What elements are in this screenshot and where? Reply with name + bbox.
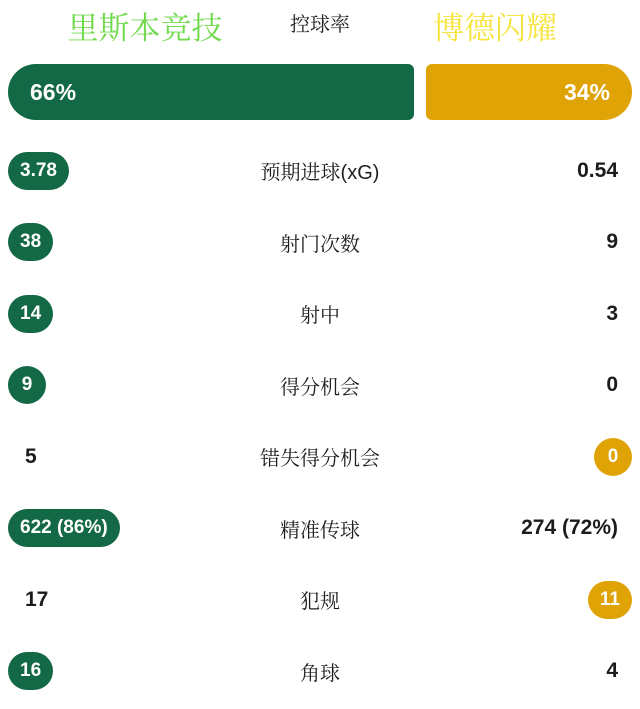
stats-header bbox=[0, 0, 640, 48]
stat-label: 射门次数 bbox=[280, 233, 360, 256]
stat-row-accurate-passes bbox=[0, 493, 640, 565]
away-stat-value: 0 bbox=[606, 373, 618, 397]
home-stat-value: 622 (86%) bbox=[8, 509, 120, 547]
stat-label: 精准传球 bbox=[280, 519, 360, 542]
home-team-name: 里斯本竞技 bbox=[67, 11, 223, 46]
stat-label: 犯规 bbox=[300, 591, 340, 614]
away-stat-value: 3 bbox=[606, 301, 618, 325]
home-stat-value: 14 bbox=[8, 295, 53, 333]
stat-row-fouls bbox=[0, 564, 640, 636]
away-stat-value: 274 (72%) bbox=[521, 516, 618, 540]
possession-bar-home bbox=[8, 64, 414, 120]
away-possession-pct: 34% bbox=[563, 78, 610, 105]
stat-label: 错失得分机会 bbox=[260, 448, 380, 471]
away-stat-value: 4 bbox=[606, 659, 618, 683]
possession-bar-away bbox=[426, 64, 632, 120]
stats-list bbox=[0, 135, 640, 707]
away-stat-value: 0 bbox=[594, 438, 632, 476]
stat-row-shots bbox=[0, 207, 640, 279]
stat-row-xg bbox=[0, 135, 640, 207]
possession-bar bbox=[8, 64, 632, 120]
away-stat-value: 9 bbox=[606, 230, 618, 254]
home-stat-value: 3.78 bbox=[8, 152, 69, 190]
stat-row-big-chances bbox=[0, 350, 640, 422]
stat-label: 预期进球(xG) bbox=[260, 162, 380, 185]
home-possession-pct: 66% bbox=[30, 78, 77, 105]
stat-label: 角球 bbox=[300, 662, 340, 685]
away-stat-value: 11 bbox=[588, 581, 632, 619]
home-stat-value: 5 bbox=[25, 444, 37, 468]
stat-label: 得分机会 bbox=[280, 376, 360, 399]
home-stat-value: 9 bbox=[8, 366, 46, 404]
home-stat-value: 38 bbox=[8, 223, 53, 261]
stat-label: 射中 bbox=[300, 305, 340, 328]
home-stat-value: 16 bbox=[8, 652, 53, 690]
possession-title: 控球率 bbox=[290, 14, 350, 36]
stat-row-corners bbox=[0, 636, 640, 708]
home-stat-value: 17 bbox=[25, 587, 49, 611]
away-stat-value: 0.54 bbox=[577, 158, 618, 182]
away-team-name: 博德闪耀 bbox=[433, 11, 557, 46]
stat-row-shots-on-target bbox=[0, 278, 640, 350]
stat-row-big-chances-missed bbox=[0, 421, 640, 493]
